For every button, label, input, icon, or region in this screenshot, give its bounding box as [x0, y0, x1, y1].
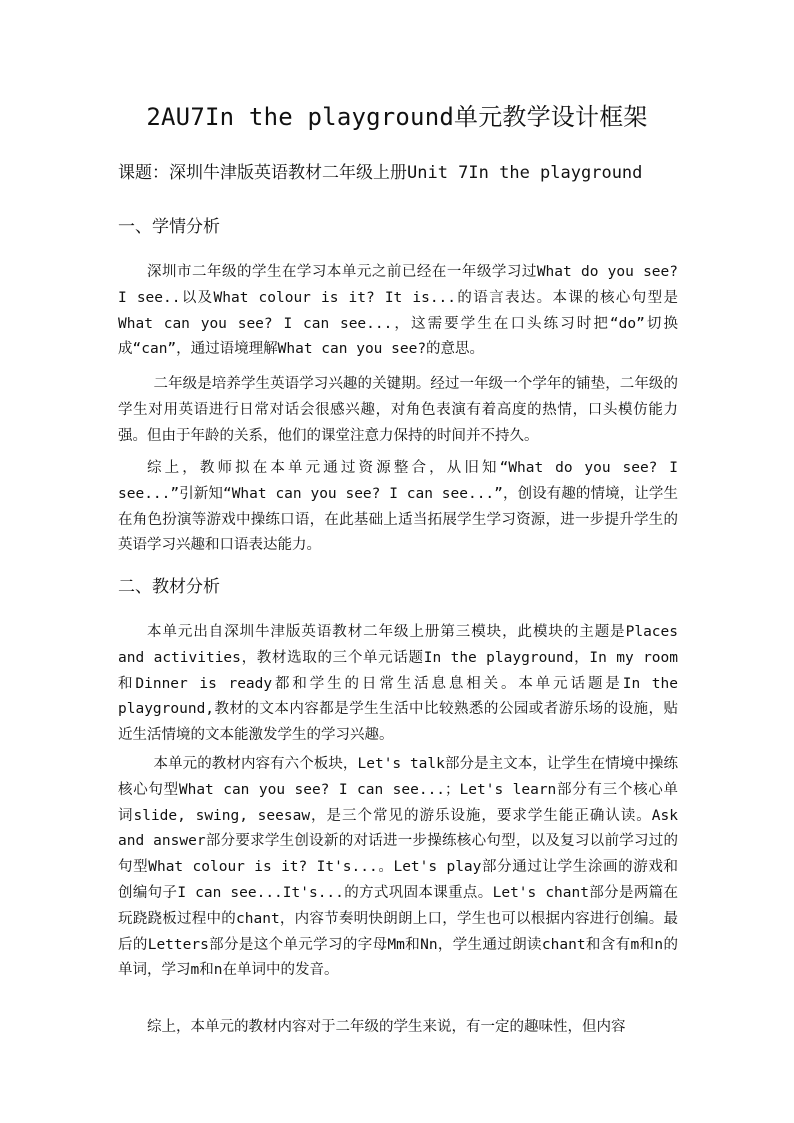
- section-heading-learner-analysis: 一、学情分析: [118, 217, 220, 237]
- paragraph-learner-interest: 二年级是培养学生英语学习兴趣的关键期。经过一年级一个学年的铺垫，二年级的学生对用英语进行日常对话会很感兴趣，对角色表演有着高度的热情，口头模仿能力强。但由于年龄的关系，他们的课堂注意力保持的时间并不持久。: [118, 376, 678, 444]
- paragraph-material-summary: 综上，本单元的教材内容对于二年级的学生来说，有一定的趣味性，但内容: [147, 1019, 626, 1035]
- paragraph-material-overview: 本单元出自深圳牛津版英语教材二年级上册第三模块，此模块的主题是Places and activities，教材选取的三个单元话题In the playground，In my room和Dinner is ready都和学生的日常生活息息相关。本单元话题是In the playground,教材的文本内容都是学生生活中比较熟悉的公园或者游乐场的设施，贴近生活情境的文本能激发学生的学习兴趣。: [118, 624, 678, 744]
- paragraph-material-sections: 本单元的教材内容有六个板块，Let's talk部分是主文本，让学生在情境中操练核心句型What can you see? I can see...；Let's learn部分有三个核心单词slide, swing, seesaw，是三个常见的游乐设施，要求学生能正确认读。Ask and answer部分要求学生创设新的对话进一步操练核心句型，以及复习以前学习过的句型What colour is it? It's...。Let's play部分通过让学生涂画的游戏和创编句子I can see...It's...的方式巩固本课重点。Let's chant部分是两篇在玩跷跷板过程中的chant，内容节奏明快朗朗上口，学生也可以根据内容进行创编。最后的Letters部分是这个单元学习的字母Mm和Nn，学生通过朗读chant和含有m和n的单词，学习m和n在单词中的发音。: [118, 756, 678, 979]
- section-heading-material-analysis: 二、教材分析: [118, 577, 220, 597]
- document-title: 2AU7In the playground单元教学设计框架: [146, 103, 648, 131]
- paragraph-learner-summary: 综上，教师拟在本单元通过资源整合，从旧知“What do you see? I see...”引新知“What can you see? I can see...”，创设有趣的情境，让学生在角色扮演等游戏中操练口语，在此基础上适当拓展学生学习资源，进一步提升学生的英语学习兴趣和口语表达能力。: [118, 460, 678, 554]
- paragraph-learner-background: 深圳市二年级的学生在学习本单元之前已经在一年级学习过What do you see? I see..以及What colour is it? It is...的语言表达。本课的核心句型是What can you see? I can see...，这需要学生在口头练习时把“do”切换成“can”，通过语境理解What can you see?的意思。: [118, 264, 678, 358]
- lesson-subject: 课题：深圳牛津版英语教材二年级上册Unit 7In the playground: [118, 163, 643, 183]
